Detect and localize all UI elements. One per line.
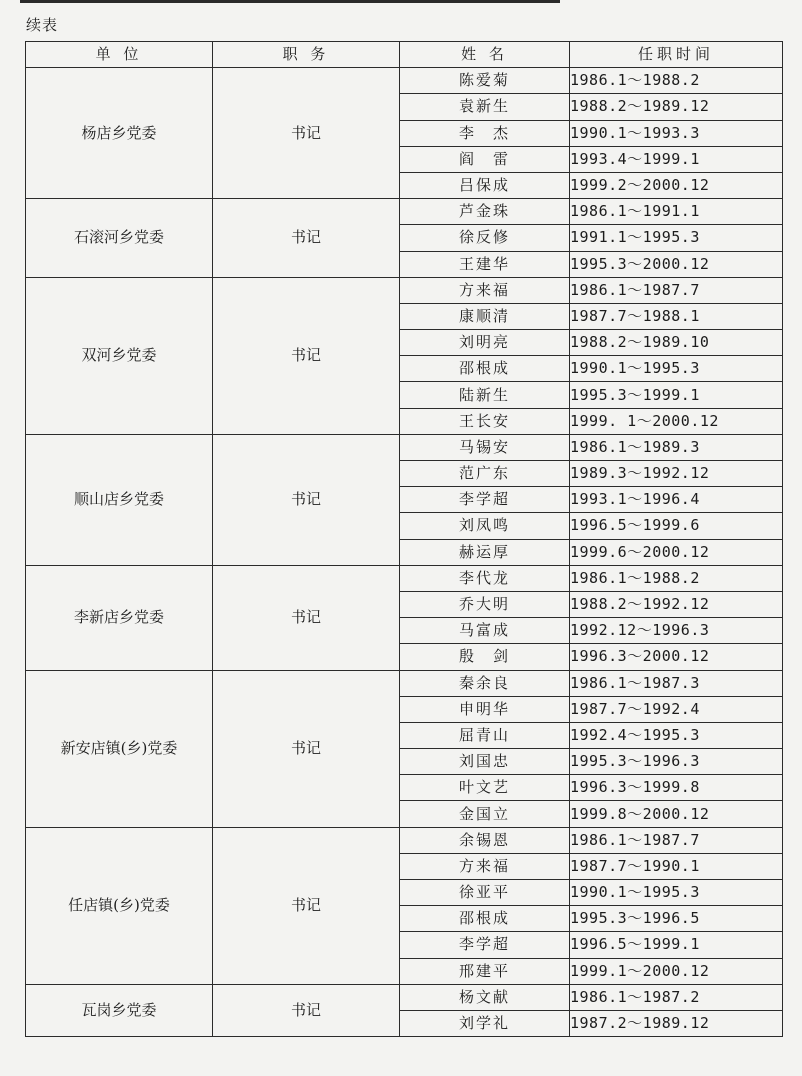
name-cell: 叶文艺 [400,775,570,801]
name-cell: 马锡安 [400,434,570,460]
header-unit: 单 位 [26,42,213,68]
table-row [26,199,783,225]
name-cell: 康顺清 [400,303,570,329]
name-cell: 李 杰 [400,120,570,146]
role-cell: 书记 [213,565,400,670]
name-cell: 王建华 [400,251,570,277]
term-cell: 1987.7～1990.1 [570,853,783,879]
name-cell: 徐亚平 [400,880,570,906]
unit-cell: 新安店镇(乡)党委 [26,670,213,827]
table-caption: 续表 [26,16,59,34]
name-cell: 邢建平 [400,958,570,984]
term-cell: 1986.1～1989.3 [570,434,783,460]
name-cell: 袁新生 [400,94,570,120]
table-row [26,68,783,94]
name-cell: 方来福 [400,277,570,303]
term-cell: 1990.1～1993.3 [570,120,783,146]
name-cell: 申明华 [400,696,570,722]
name-cell: 金国立 [400,801,570,827]
name-cell: 王长安 [400,408,570,434]
name-cell: 吕保成 [400,172,570,198]
name-cell: 范广东 [400,461,570,487]
term-cell: 1992.4～1995.3 [570,722,783,748]
unit-cell: 顺山店乡党委 [26,434,213,565]
role-cell: 书记 [213,277,400,434]
unit-cell: 任店镇(乡)党委 [26,827,213,984]
name-cell: 赫运厚 [400,539,570,565]
name-cell: 李学超 [400,932,570,958]
name-cell: 刘明亮 [400,330,570,356]
table-row [26,277,783,303]
role-cell: 书记 [213,434,400,565]
term-cell: 1989.3～1992.12 [570,461,783,487]
term-cell: 1999. 1～2000.12 [570,408,783,434]
header-row [26,42,783,68]
term-cell: 1996.5～1999.6 [570,513,783,539]
role-cell: 书记 [213,984,400,1036]
role-cell: 书记 [213,670,400,827]
name-cell: 刘学礼 [400,1010,570,1036]
header-term: 任职时间 [570,42,783,68]
term-cell: 1995.3～1999.1 [570,382,783,408]
table-body [26,68,783,1037]
unit-cell: 李新店乡党委 [26,565,213,670]
name-cell: 邵根成 [400,906,570,932]
name-cell: 殷 剑 [400,644,570,670]
name-cell: 刘国忠 [400,749,570,775]
name-cell: 陈爱菊 [400,68,570,94]
term-cell: 1999.2～2000.12 [570,172,783,198]
term-cell: 1986.1～1988.2 [570,68,783,94]
name-cell: 芦金珠 [400,199,570,225]
header-name: 姓 名 [400,42,570,68]
name-cell: 马富成 [400,618,570,644]
term-cell: 1999.6～2000.12 [570,539,783,565]
term-cell: 1995.3～1996.3 [570,749,783,775]
name-cell: 徐反修 [400,225,570,251]
name-cell: 阎 雷 [400,146,570,172]
term-cell: 1987.7～1988.1 [570,303,783,329]
term-cell: 1990.1～1995.3 [570,880,783,906]
term-cell: 1986.1～1987.7 [570,277,783,303]
unit-cell: 双河乡党委 [26,277,213,434]
unit-cell: 瓦岗乡党委 [26,984,213,1036]
role-cell: 书记 [213,199,400,278]
role-cell: 书记 [213,827,400,984]
name-cell: 屈青山 [400,722,570,748]
term-cell: 1995.3～2000.12 [570,251,783,277]
unit-cell: 杨店乡党委 [26,68,213,199]
term-cell: 1999.1～2000.12 [570,958,783,984]
term-cell: 1986.1～1987.7 [570,827,783,853]
unit-cell: 石滚河乡党委 [26,199,213,278]
name-cell: 李学超 [400,487,570,513]
name-cell: 乔大明 [400,591,570,617]
name-cell: 刘凤鸣 [400,513,570,539]
term-cell: 1996.5～1999.1 [570,932,783,958]
term-cell: 1986.1～1988.2 [570,565,783,591]
term-cell: 1992.12～1996.3 [570,618,783,644]
term-cell: 1988.2～1989.12 [570,94,783,120]
term-cell: 1988.2～1989.10 [570,330,783,356]
table-row [26,984,783,1010]
term-cell: 1991.1～1995.3 [570,225,783,251]
term-cell: 1987.2～1989.12 [570,1010,783,1036]
name-cell: 邵根成 [400,356,570,382]
term-cell: 1990.1～1995.3 [570,356,783,382]
term-cell: 1996.3～2000.12 [570,644,783,670]
term-cell: 1986.1～1987.2 [570,984,783,1010]
term-cell: 1996.3～1999.8 [570,775,783,801]
header-role: 职 务 [213,42,400,68]
name-cell: 秦余良 [400,670,570,696]
officials-table [25,41,783,1037]
top-rule [20,0,560,3]
name-cell: 余锡恩 [400,827,570,853]
term-cell: 1988.2～1992.12 [570,591,783,617]
name-cell: 李代龙 [400,565,570,591]
term-cell: 1987.7～1992.4 [570,696,783,722]
table-row [26,670,783,696]
table-row [26,434,783,460]
term-cell: 1993.1～1996.4 [570,487,783,513]
name-cell: 杨文献 [400,984,570,1010]
name-cell: 方来福 [400,853,570,879]
term-cell: 1993.4～1999.1 [570,146,783,172]
name-cell: 陆新生 [400,382,570,408]
table-row [26,827,783,853]
term-cell: 1986.1～1991.1 [570,199,783,225]
term-cell: 1986.1～1987.3 [570,670,783,696]
term-cell: 1999.8～2000.12 [570,801,783,827]
term-cell: 1995.3～1996.5 [570,906,783,932]
table-row [26,565,783,591]
role-cell: 书记 [213,68,400,199]
